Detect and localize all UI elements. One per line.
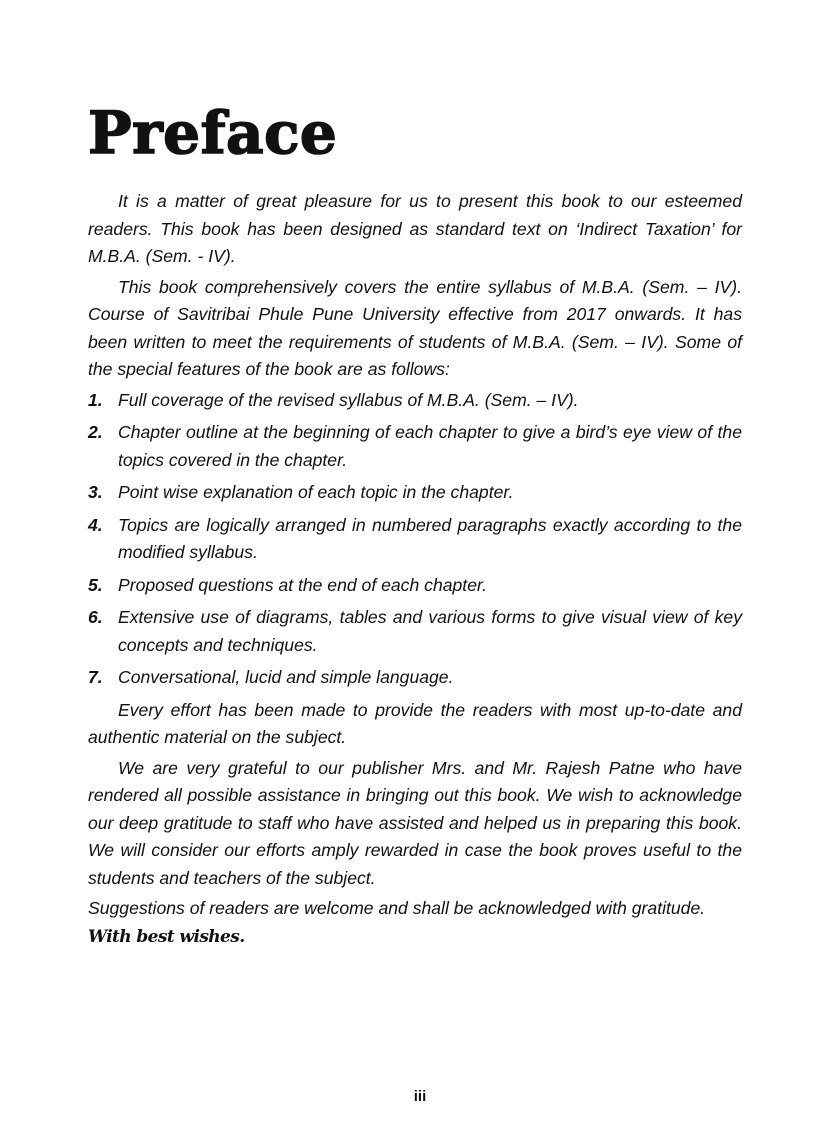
list-number: 1.	[88, 389, 103, 410]
closing-paragraph: We are very grateful to our publisher Mrs. and Mr. Rajesh Patne who have rendered all possible assistance in bringing out this book. We wish to acknowledge our deep gratitude to staff who have assisted and helped us in preparing this book. We will consider our efforts amply rewarded in case the book proves useful to the students and teachers of the subject.	[88, 757, 742, 888]
page-number: iii	[413, 1088, 427, 1105]
suggestions-text: Suggestions of readers are welcome and shall be acknowledged with gratitude.	[88, 898, 706, 918]
list-item	[88, 479, 742, 507]
list-item	[88, 512, 742, 567]
list-number: 4.	[88, 514, 103, 535]
list-text: Full coverage of the revised syllabus of M.B.A. (Sem. – IV).	[118, 389, 579, 410]
list-item	[88, 419, 742, 474]
list-text: Point wise explanation of each topic in the chapter.	[118, 482, 514, 502]
list-number: 7.	[88, 667, 103, 687]
list-item	[88, 604, 742, 659]
list-number: 6.	[88, 607, 103, 627]
closing-paragraph: Every effort has been made to provide the readers with most up-to-date and authentic material on the subject.	[88, 699, 742, 747]
list-item	[88, 387, 742, 415]
list-item	[88, 572, 742, 600]
page-title: Preface	[88, 99, 338, 167]
sign-off: With best wishes.	[88, 926, 245, 947]
list-text: Chapter outline at the beginning of each chapter to give a bird’s eye view of the topics covered in the chapter.	[118, 422, 742, 470]
features-list	[88, 387, 742, 692]
intro-paragraph: This book comprehensively covers the entire syllabus of M.B.A. (Sem. – IV). Course of Savitribai Phule Pune University effective from 2017 onwards. It has been written to meet the requirements of students of M.B.A. (Sem. – IV). Some of the special features of the book are as follows:	[88, 276, 742, 379]
list-text: Conversational, lucid and simple language.	[118, 667, 454, 687]
preface-page	[88, 100, 742, 951]
intro-paragraph: It is a matter of great pleasure for us to present this book to our esteemed readers. This book has been designed as standard text on ‘Indirect Taxation’ for M.B.A. (Sem. - IV).	[88, 191, 742, 266]
list-item	[88, 664, 742, 692]
list-number: 3.	[88, 482, 103, 502]
list-text: Proposed questions at the end of each chapter.	[118, 574, 488, 595]
list-number: 5.	[88, 574, 103, 595]
list-text: Extensive use of diagrams, tables and various forms to give visual view of key concepts and techniques.	[118, 607, 742, 655]
list-number: 2.	[88, 422, 103, 442]
list-text: Topics are logically arranged in numbered paragraphs exactly according to the modified syllabus.	[118, 514, 742, 562]
